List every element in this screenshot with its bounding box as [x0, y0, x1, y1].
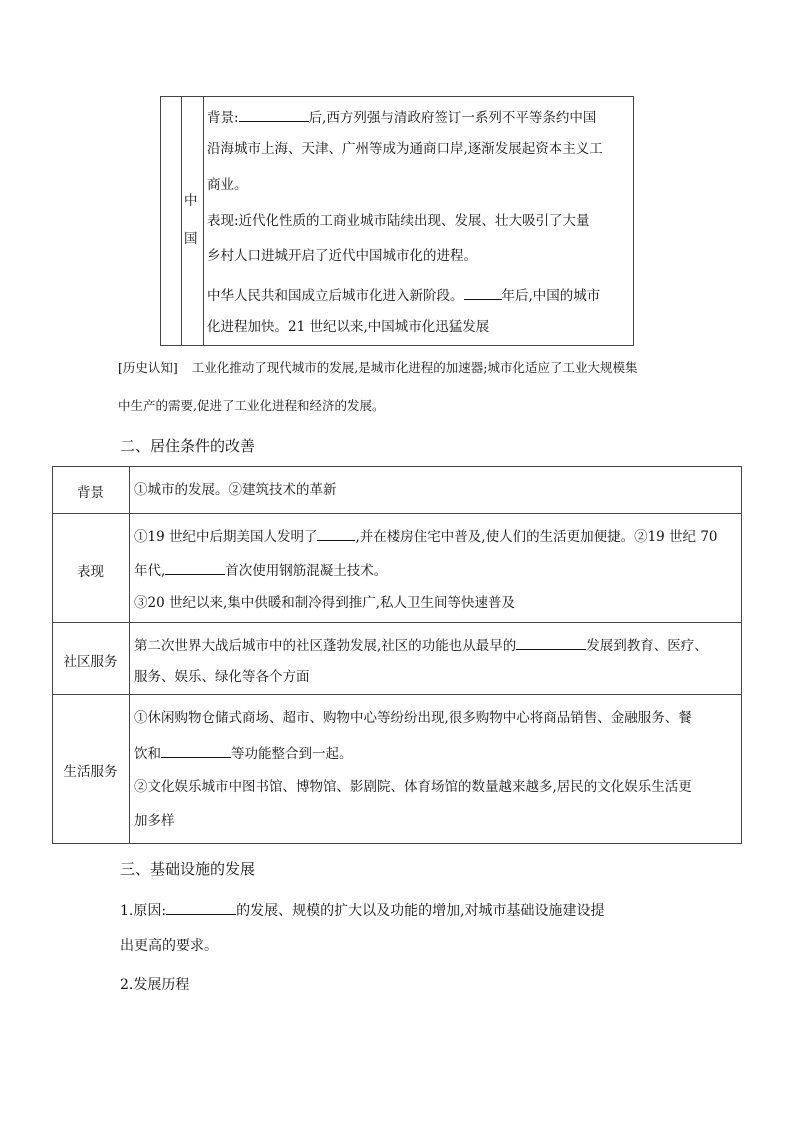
paragraph: 1.原因: 的发展、规模的扩大以及功能的增加,对城市基础设施建设提 [120, 900, 605, 920]
fill-blank[interactable] [464, 285, 502, 300]
table-divider [181, 96, 182, 346]
table-divider [52, 694, 742, 695]
fill-blank[interactable] [516, 635, 586, 650]
cell-text: ①休闲购物仓储式商场、超市、购物中心等纷纷出现,很多购物中心将商品销售、金融服务、餐 [134, 710, 692, 726]
cell-text: ②文化娱乐城市中图书馆、博物馆、影剧院、体育场馆的数量越来越多,居民的文化娱乐生活更 [134, 779, 692, 795]
history-note-line2: 中生产的需要,促进了工业化进程和经济的发展。 [118, 398, 385, 413]
cell-text: 年代, 首次使用钢筋混凝土技术。 [134, 560, 387, 580]
cell-text: ①19 世纪中后期美国人发明了 ,并在楼房住宅中普及,使人们的生活更加便捷。②19 世纪 70 [134, 526, 740, 546]
table-divider [203, 96, 204, 346]
fill-blank[interactable] [317, 526, 355, 541]
cell-text: ③20 世纪以来,集中供暖和制冷得到推广,私人卫生间等快速普及 [134, 595, 516, 611]
section-title: 二、居住条件的改善 [120, 437, 256, 455]
row-label: 表现 [77, 564, 104, 580]
cell-text: ①城市的发展。②建筑技术的革新 [134, 482, 337, 498]
cell-text: 加多样 [134, 813, 175, 829]
table-line: 商业。 [207, 177, 248, 193]
table-line: 沿海城市上海、天津、广州等成为通商口岸,逐渐发展起资本主义工 [207, 141, 603, 157]
table-line: 化进程加快。21 世纪以来,中国城市化迅猛发展 [207, 319, 490, 335]
row-label: 生活服务 [63, 764, 118, 780]
table-divider [129, 466, 130, 844]
table-line: 表现:近代化性质的工商业城市陆续出现、发展、壮大吸引了大量 [207, 213, 590, 229]
cell-text: 服务、娱乐、绿化等各个方面 [134, 669, 310, 685]
table-divider [52, 513, 742, 514]
table-divider [52, 622, 742, 623]
table-line: 乡村人口进城开启了近代中国城市化的进程。 [207, 248, 477, 264]
fill-blank[interactable] [161, 743, 231, 758]
fill-blank[interactable] [166, 900, 236, 915]
history-note: [历史认知] 工业化推动了现代城市的发展,是城市化进程的加速器;城市化适应了工业大规模集 [118, 360, 638, 375]
note-tag: [历史认知] [118, 360, 178, 375]
fill-blank[interactable] [165, 560, 225, 575]
table-line: 中华人民共和国成立后城市化进入新阶段。 年后,中国的城市 [207, 285, 600, 305]
side-label-char: 中 [184, 193, 198, 209]
row-label: 背景 [77, 485, 104, 501]
paragraph: 出更高的要求。 [120, 938, 218, 954]
cell-text: 第二次世界大战后城市中的社区蓬勃发展,社区的功能也从最早的 发展到教育、医疗、 [134, 635, 740, 655]
section-title: 三、基础设施的发展 [120, 860, 256, 878]
row-label: 社区服务 [63, 654, 118, 670]
table-line: 背景: 后,西方列强与清政府签订一系列不平等条约中国 [207, 107, 596, 127]
side-label-char: 国 [184, 231, 198, 247]
paragraph: 2.发展历程 [120, 977, 190, 993]
fill-blank[interactable] [239, 107, 309, 122]
cell-text: 饮和 等功能整合到一起。 [134, 743, 353, 763]
